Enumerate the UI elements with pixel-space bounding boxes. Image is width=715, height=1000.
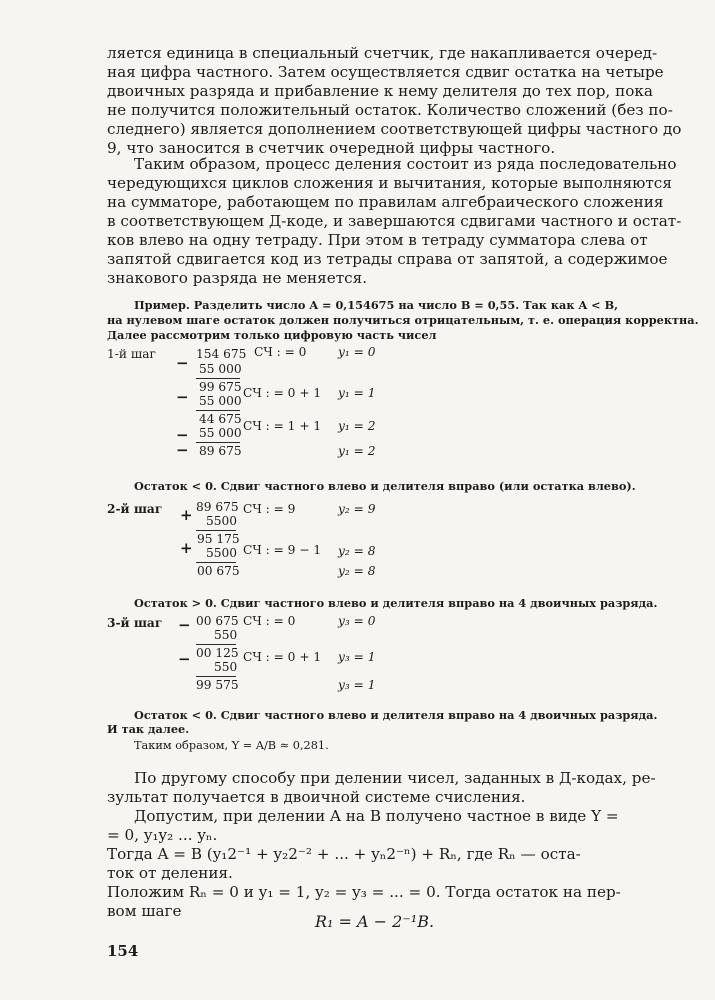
step2-counter: СЧ : = 9 − 1	[243, 543, 322, 557]
paragraph1-line: следнего) является дополнением соответствующей цифры частного до	[107, 120, 682, 138]
step1-number: 55 000	[199, 394, 242, 408]
example-line: на нулевом шаге остаток должен получиться отрицательным, т. е. операция корректна.	[107, 313, 699, 327]
step1-counter: СЧ : = 0	[254, 345, 307, 359]
minus-sign: −	[176, 426, 189, 444]
paragraph3-line: = 0, y₁y₂ ... yₙ.	[107, 826, 218, 844]
step2-label: 2-й шаг	[107, 502, 163, 516]
step2-number: 95 175	[197, 532, 240, 546]
paragraph3-line: Тогда A = B (y₁2⁻¹ + y₂2⁻² + ... + yₙ2⁻ⁿ) + Rₙ, где Rₙ — оста-	[107, 845, 581, 863]
paragraph3-line: зультат получается в двоичной системе счисления.	[107, 788, 526, 806]
step1-number: 55 000	[199, 362, 242, 376]
note3-line: Остаток < 0. Сдвиг частного влево и делителя вправо на 4 двоичных разряда.	[134, 708, 658, 722]
paragraph1-line: ная цифра частного. Затем осуществляется сдвиг остатка на четыре	[107, 63, 664, 81]
step2-quotient-digit: y₂ = 9	[338, 502, 376, 516]
step2-number: 89 675	[196, 500, 239, 514]
note2: Остаток > 0. Сдвиг частного влево и делителя вправо на 4 двоичных разряда.	[134, 596, 658, 610]
minus-sign: −	[178, 650, 191, 668]
step1-number: 99 675	[199, 380, 242, 394]
page-number: 154	[107, 942, 139, 960]
step1-quotient-digit: y₁ = 1	[338, 386, 376, 400]
paragraph1-line: ляется единица в специальный счетчик, где накапливается очеред-	[107, 44, 658, 62]
step3-quotient-digit: y₃ = 1	[338, 650, 376, 664]
step3-number: 550	[214, 628, 238, 642]
example-line: Далее рассмотрим только цифровую часть чисел	[107, 328, 437, 342]
step1-quotient-digit: y₁ = 2	[338, 419, 376, 433]
paragraph2-line: ков влево на одну тетраду. При этом в тетраду сумматора слева от	[107, 231, 648, 249]
paragraph3-line: Положим Rₙ = 0 и y₁ = 1, y₂ = y₃ = ... = 0. Тогда остаток на пер-	[107, 883, 621, 901]
paragraph1-line: 9, что заносится в счетчик очередной цифры частного.	[107, 139, 556, 157]
step3-number: 550	[214, 660, 238, 674]
paragraph2-line: Таким образом, процесс деления состоит из ряда последовательно	[134, 155, 677, 173]
fraction-bar	[196, 562, 236, 563]
step1-number: 89 675	[199, 444, 242, 458]
step1-counter: СЧ : = 1 + 1	[243, 419, 322, 433]
paragraph2-line: в соответствующем Д-коде, и завершаются сдвигами частного и остат-	[107, 212, 682, 230]
step3-number: 99 575	[196, 678, 239, 692]
note1: Остаток < 0. Сдвиг частного влево и делителя вправо (или остатка влево).	[134, 479, 636, 493]
paragraph2-line: на сумматоре, работающем по правилам алгебраического сложения	[107, 193, 664, 211]
step3-label: 3-й шаг	[107, 616, 163, 630]
paragraph2-line: запятой сдвигается код из тетрады справа от запятой, а содержимое	[107, 250, 668, 268]
step2-counter: СЧ : = 9	[243, 502, 296, 516]
step2-number: 5500	[206, 546, 238, 560]
step2-quotient-digit: y₂ = 8	[338, 564, 376, 578]
step1-number: 44 675	[199, 412, 242, 426]
plus-sign: +	[180, 539, 193, 557]
fraction-bar	[196, 410, 240, 411]
step3-number: 00 675	[196, 614, 239, 628]
paragraph3-line: Допустим, при делении A на B получено частное в виде Y =	[134, 807, 619, 825]
fraction-bar	[196, 676, 236, 677]
step1-quotient-digit: y₁ = 0	[338, 345, 376, 359]
step1-label: 1-й шаг	[107, 347, 156, 361]
minus-sign: −	[178, 616, 191, 634]
paragraph2-line: чередующихся циклов сложения и вычитания, которые выполняются	[107, 174, 672, 192]
step3-counter: СЧ : = 0 + 1	[243, 650, 322, 664]
fraction-bar	[196, 442, 240, 443]
paragraph3-line: ток от деления.	[107, 864, 233, 882]
paragraph1-line: не получится положительный остаток. Количество сложений (без по-	[107, 101, 673, 119]
paragraph3-line: По другому способу при делении чисел, заданных в Д-кодах, ре-	[134, 769, 656, 787]
step2-number: 00 675	[197, 564, 240, 578]
fraction-bar	[196, 644, 236, 645]
formula-remainder: R₁ = A − 2⁻¹B.	[315, 912, 435, 931]
step2-quotient-digit: y₂ = 8	[338, 544, 376, 558]
minus-sign: −	[176, 388, 189, 406]
minus-sign: −	[176, 441, 189, 459]
step3-quotient-digit: y₃ = 0	[338, 614, 376, 628]
step1-number: 55 000	[199, 426, 242, 440]
minus-sign: −	[176, 354, 189, 372]
paragraph3-line: вом шаге	[107, 902, 182, 920]
step3-quotient-digit: y₃ = 1	[338, 678, 376, 692]
plus-sign: +	[180, 506, 193, 524]
step3-counter: СЧ : = 0	[243, 614, 296, 628]
fraction-bar	[196, 530, 236, 531]
conclusion: Таким образом, Y = A/B ≈ 0,281.	[134, 739, 329, 752]
note3-line: И так далее.	[107, 722, 190, 736]
step1-counter: СЧ : = 0 + 1	[243, 386, 322, 400]
paragraph1-line: двоичных разряда и прибавление к нему делителя до тех пор, пока	[107, 82, 653, 100]
fraction-bar	[196, 378, 240, 379]
step3-number: 00 125	[196, 646, 239, 660]
paragraph2-line: знакового разряда не меняется.	[107, 269, 368, 287]
step2-number: 5500	[206, 514, 238, 528]
step1-quotient-digit: y₁ = 2	[338, 444, 376, 458]
example-line: Пример. Разделить число A = 0,154675 на число B = 0,55. Так как A < B,	[134, 298, 619, 312]
step1-number: 154 675	[196, 347, 247, 361]
